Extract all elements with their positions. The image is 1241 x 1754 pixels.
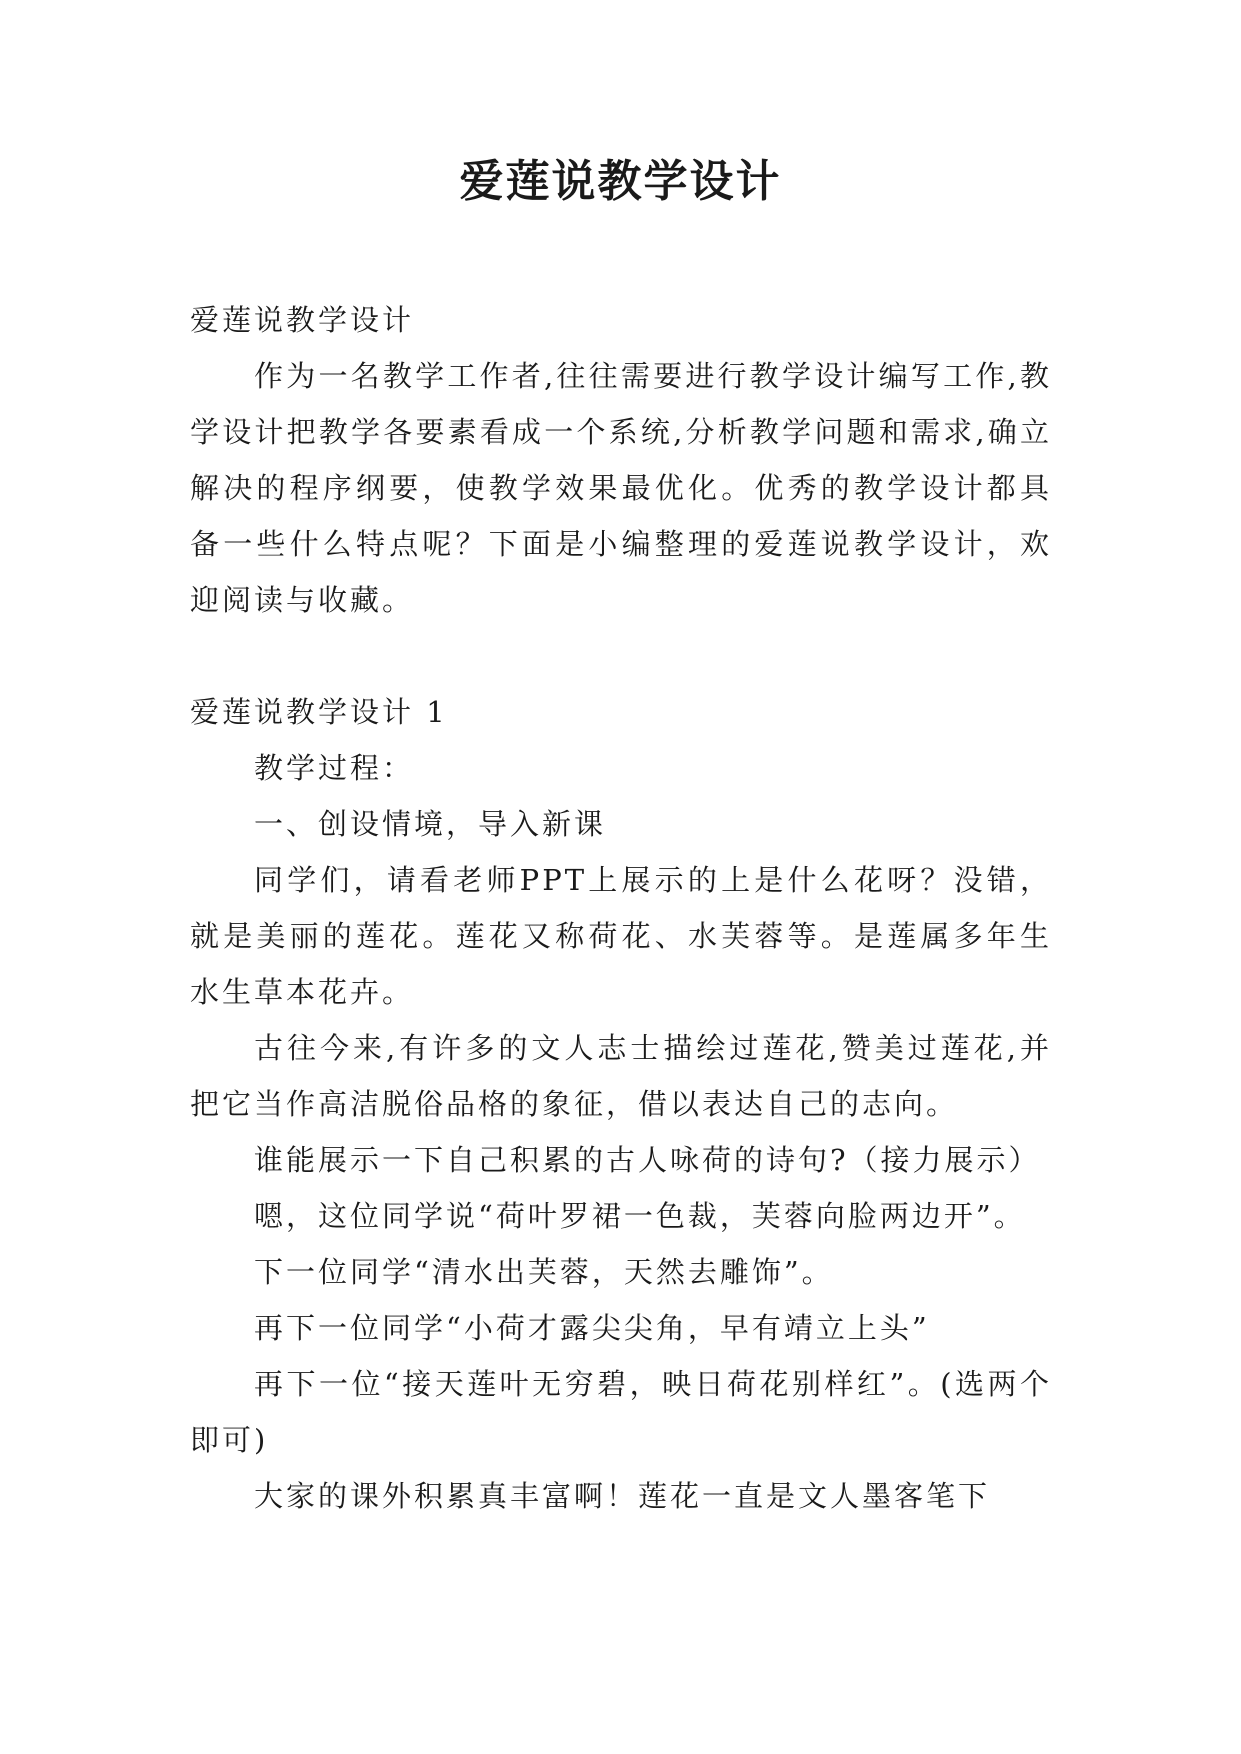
document-subtitle: 爱莲说教学设计 (190, 303, 415, 337)
document-title: 爱莲说教学设计 (459, 156, 782, 207)
section-spacer (190, 628, 1052, 684)
process-label: 教学过程： (254, 751, 415, 785)
paragraph-ppt-lotus: 同学们，请看老师PPT上展示的上是什么花呀？没错，就是美丽的莲花。莲花又称荷花、水芙蓉等。是莲属多年生水生草本花卉。 (190, 863, 1052, 1009)
paragraph-poem-2: 下一位同学“清水出芙蓉，天然去雕饰”。 (254, 1255, 834, 1289)
paragraph-poem-1: 嗯，这位同学说“荷叶罗裙一色裁，芙蓉向脸两边开”。 (254, 1199, 1026, 1233)
intro-paragraph: 作为一名教学工作者,往往需要进行教学设计编写工作,教学设计把教学各要素看成一个系统,分析教学问题和需求,确立解决的程序纲要，使教学效果最优化。优秀的教学设计都具备一些什么特点呢？下面是小编整理的爱莲说教学设计，欢迎阅读与收藏。 (190, 359, 1052, 617)
document-body (190, 292, 1052, 1524)
paragraph-closing: 大家的课外积累真丰富啊！莲花一直是文人墨客笔下 (254, 1479, 991, 1513)
paragraph-poem-3: 再下一位同学“小荷才露尖尖角，早有靖立上头” (254, 1311, 930, 1345)
step1-heading: 一、创设情境，导入新课 (254, 807, 607, 841)
section1-heading: 爱莲说教学设计 1 (190, 695, 448, 729)
paragraph-poems-prompt: 谁能展示一下自己积累的古人咏荷的诗句?（接力展示） (254, 1143, 1041, 1177)
paragraph-literati: 古往今来,有许多的文人志士描绘过莲花,赞美过莲花,并把它当作高洁脱俗品格的象征，借以表达自己的志向。 (190, 1031, 1052, 1121)
paragraph-poem-4: 再下一位“接天莲叶无穷碧，映日荷花别样红”。(选两个即可) (190, 1367, 1052, 1457)
